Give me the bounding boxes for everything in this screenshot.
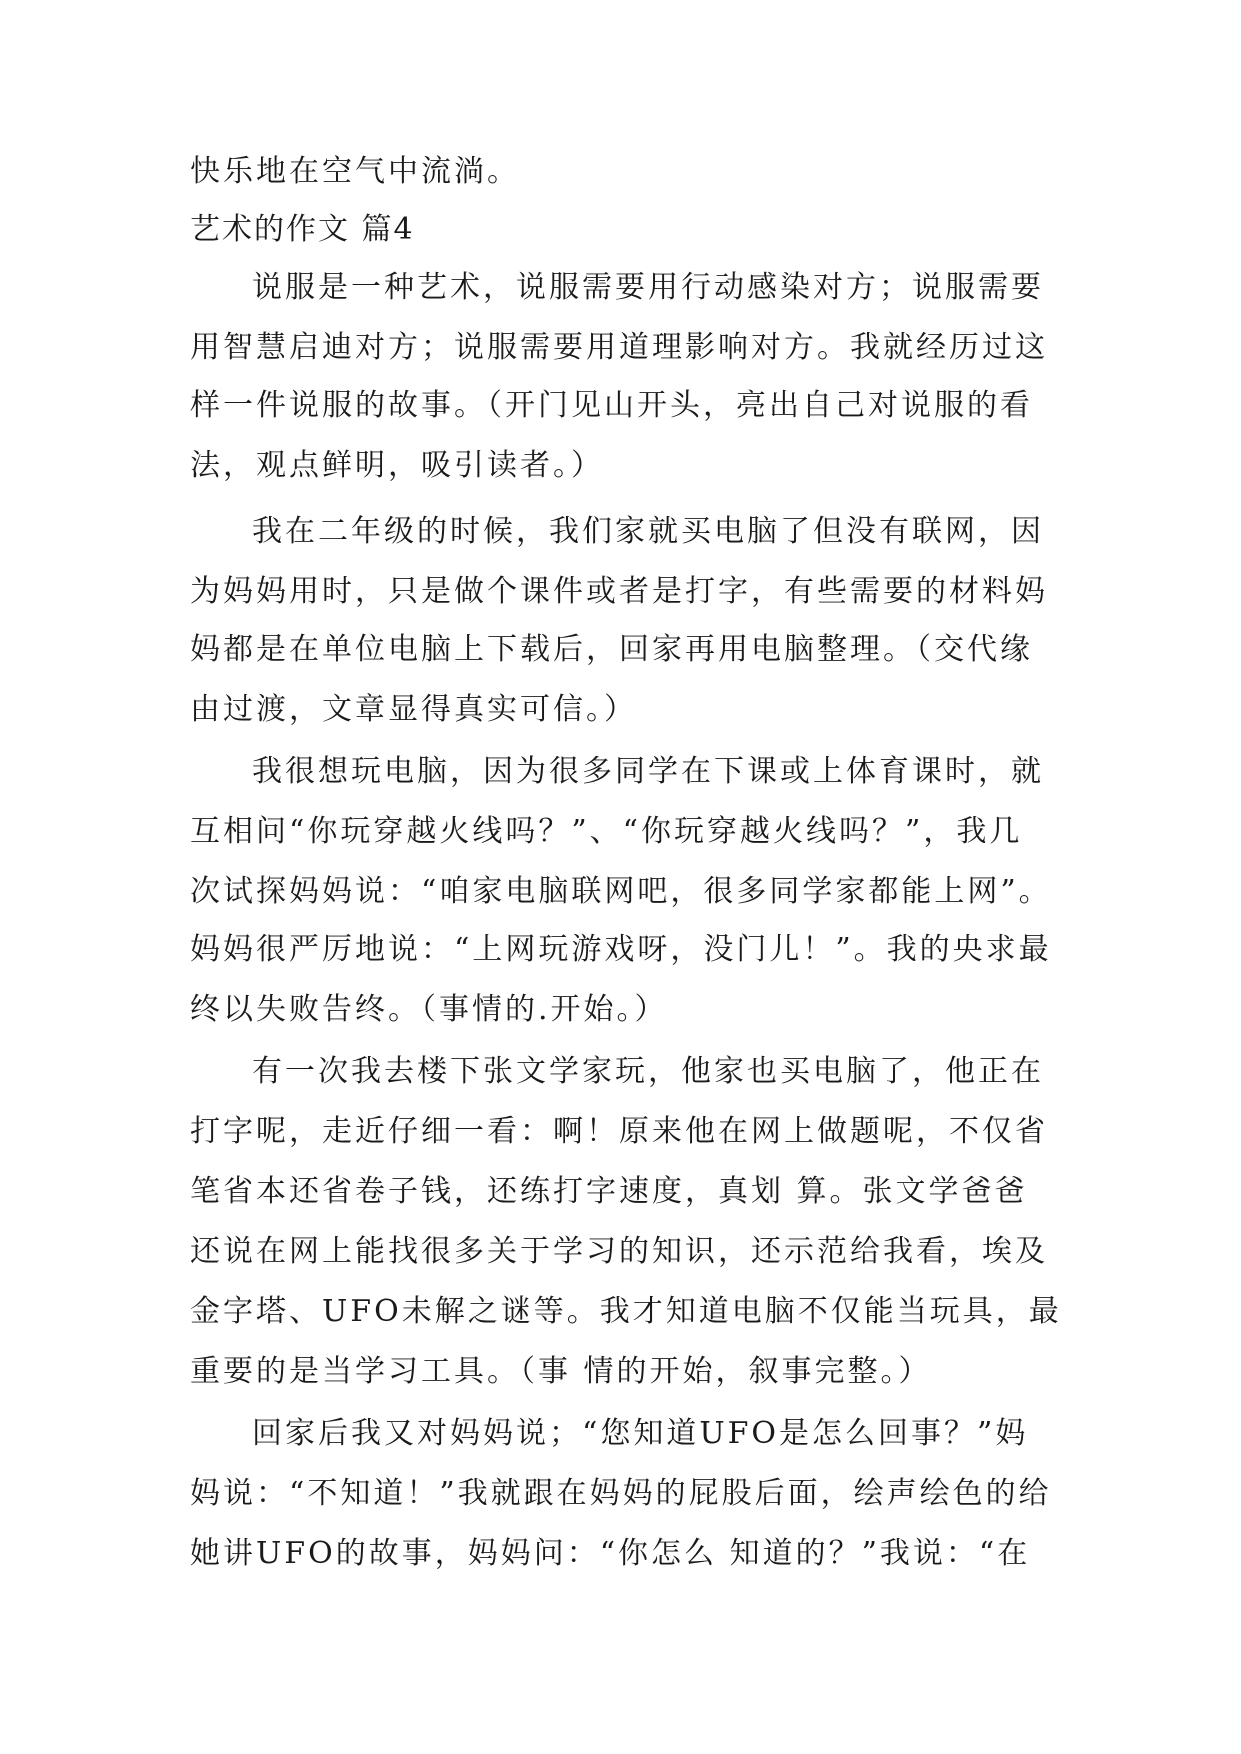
text-line: 还说在网上能找很多关于学习的知识，还示范给我看，埃及 <box>190 1234 1048 1269</box>
text-line: 由过渡，文章显得真实可信。） <box>190 692 637 727</box>
text-line: 我很想玩电脑，因为很多同学在下课或上体育课时，就 <box>252 754 1044 789</box>
text-line: 妈说：“不知道！”我就跟在妈妈的屁股后面，绘声绘色的给 <box>190 1476 1052 1511</box>
text-line: 她讲UFO的故事，妈妈问：“你怎么 知道的？”我说：“在 <box>190 1536 1031 1571</box>
text-line: 笔省本还省卷子钱，还练打字速度，真划 算。张文学爸爸 <box>190 1174 1028 1209</box>
text-line: 快乐地在空气中流淌。 <box>190 154 520 189</box>
text-line: 重要的是当学习工具。（事 情的开始，叙事完整。） <box>190 1354 932 1389</box>
text-line: 终以失败告终。（事情的.开始。） <box>190 992 668 1027</box>
text-line: 样一件说服的故事。（开门见山开头，亮出自己对说服的看 <box>190 388 1033 423</box>
text-line: 回家后我又对妈妈说；“您知道UFO是怎么回事？”妈 <box>252 1416 1029 1451</box>
section-heading: 艺术的作文 篇4 <box>190 212 415 247</box>
text-line: 互相问“你玩穿越火线吗？”、“你玩穿越火线吗？”，我几 <box>190 814 1023 849</box>
text-line: 次试探妈妈说：“咱家电脑联网吧，很多同学家都能上网”。 <box>190 874 1052 909</box>
text-line: 妈妈很严厉地说：“上网玩游戏呀，没门儿！”。我的央求最 <box>190 932 1052 967</box>
text-line: 我在二年级的时候，我们家就买电脑了但没有联网，因 <box>252 514 1044 549</box>
text-line: 用智慧启迪对方；说服需要用道理影响对方。我就经历过这 <box>190 330 1048 365</box>
text-line: 金字塔、UFO未解之谜等。我才知道电脑不仅能当玩具，最 <box>190 1294 1062 1329</box>
text-line: 妈都是在单位电脑上下载后，回家再用电脑整理。（交代缘 <box>190 632 1033 667</box>
text-line: 法，观点鲜明，吸引读者。） <box>190 448 604 483</box>
text-line: 有一次我去楼下张文学家玩，他家也买电脑了，他正在 <box>252 1054 1044 1089</box>
text-line: 打字呢，走近仔细一看：啊！原来他在网上做题呢，不仅省 <box>190 1114 1048 1149</box>
text-line: 为妈妈用时，只是做个课件或者是打字，有些需要的材料妈 <box>190 574 1048 609</box>
text-line: 说服是一种艺术，说服需要用行动感染对方；说服需要 <box>252 270 1044 305</box>
